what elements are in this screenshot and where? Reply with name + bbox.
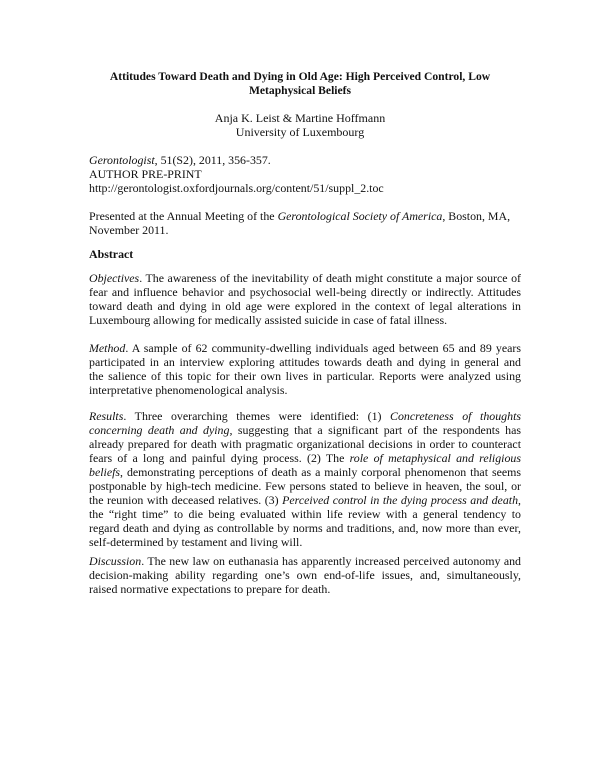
paragraph-line <box>89 554 521 568</box>
preprint-label: AUTHOR PRE-PRINT <box>89 167 202 181</box>
paragraph-line: the salience of this topic for their own lives in particular. Reports were analyzed using <box>89 369 521 383</box>
paragraph-line: participated in an interview exploring attitudes towards death and dying in general and <box>89 355 521 369</box>
theme-two-title: role of metaphysical and religious <box>349 451 521 465</box>
paragraph-line: raised normative expectations to prepare for death. <box>89 582 331 596</box>
presentation-date: November 2011. <box>89 223 169 237</box>
text-span: . A sample of 62 community-dwelling individuals aged between 65 and 89 years <box>125 341 521 355</box>
paragraph-line: already prepared for death with pragmatic organizational decisions in order to counteract <box>89 437 521 451</box>
title-line: Attitudes Toward Death and Dying in Old Age: High Perceived Control, Low <box>109 70 491 83</box>
discussion-label: Discussion <box>89 554 142 568</box>
presentation-line <box>89 209 521 223</box>
method-label: Method <box>89 341 126 355</box>
text-span: . The awareness of the inevitability of death might constitute a major source of <box>139 271 521 285</box>
paragraph-line <box>89 465 521 479</box>
objectives-paragraph <box>89 271 521 327</box>
paragraph-line <box>89 493 521 507</box>
paragraph-line: the “right time” to die being evaluated within life review with a general tendency to <box>89 507 521 521</box>
citation-line <box>89 153 521 167</box>
presentation-prefix: Presented at the Annual Meeting of the <box>89 209 278 223</box>
journal-name: Gerontologist <box>89 153 155 167</box>
text-span: , <box>518 493 521 507</box>
text-span: , demonstrating perceptions of death as a mainly corporal phenomenon that seems <box>120 465 521 479</box>
results-paragraph <box>89 409 521 549</box>
paragraph-line: Luxembourg allowing for medically assisted suicide in case of fatal illness. <box>89 313 448 327</box>
presentation-note <box>89 209 521 237</box>
theme-two-title-cont: beliefs <box>89 465 121 479</box>
paragraph-line <box>89 423 521 437</box>
citation-details: , 51(S2), 2011, 356-357. <box>154 153 271 167</box>
paragraph-line: regard death and dying as controllable by norms and traditions, and, now more than ever, <box>89 521 521 535</box>
author-block <box>90 111 510 139</box>
discussion-paragraph <box>89 554 521 596</box>
abstract-heading: Abstract <box>89 247 134 261</box>
theme-three-title: Perceived control in the dying process and death <box>282 493 519 507</box>
affiliation: University of Luxembourg <box>235 125 365 139</box>
text-span: . Three overarching themes were identified: (1) <box>123 409 391 423</box>
paragraph-line: decision-making ability regarding one’s own end-of-life issues, and, simultaneously, <box>89 568 521 582</box>
method-paragraph <box>89 341 521 397</box>
paragraph-line <box>89 409 521 423</box>
text-span: the reunion with deceased relatives. (3) <box>89 493 283 507</box>
theme-one-title: Concreteness of thoughts <box>390 409 521 423</box>
source-url: http://gerontologist.oxfordjournals.org/content/51/suppl_2.toc <box>89 181 384 195</box>
paragraph-line: fear and influence behavior and psychosocial well-being directly or indirectly. Attitudes <box>89 285 521 299</box>
paragraph-line <box>89 271 521 285</box>
paragraph-line: interpretative phenomenological analysis. <box>89 383 288 397</box>
paragraph-line <box>89 341 521 355</box>
authors: Anja K. Leist & Martine Hoffmann <box>214 111 386 125</box>
theme-one-title-cont: concerning death and dying, <box>89 423 233 437</box>
paper-title <box>90 70 510 98</box>
paragraph-line: toward death and dying in old age were explored in the context of legal alterations in <box>89 299 521 313</box>
text-span: suggesting that a significant part of the respondents has <box>232 423 521 437</box>
paragraph-line: postponable by high-tech medicine. Few persons stated to believe in heaven, the soul, or <box>89 479 521 493</box>
objectives-label: Objectives <box>89 271 140 285</box>
presentation-suffix: , Boston, MA, <box>442 209 511 223</box>
citation-block <box>89 153 521 195</box>
society-name: Gerontological Society of America <box>277 209 443 223</box>
title-line: Metaphysical Beliefs <box>248 84 352 97</box>
text-span: . The new law on euthanasia has apparently increased perceived autonomy and <box>141 554 521 568</box>
paragraph-line <box>89 451 521 465</box>
text-span: fears of a long and painful dying process. (2) The <box>89 451 350 465</box>
results-label: Results <box>89 409 124 423</box>
paragraph-line: self-determined by testament and living will. <box>89 535 303 549</box>
